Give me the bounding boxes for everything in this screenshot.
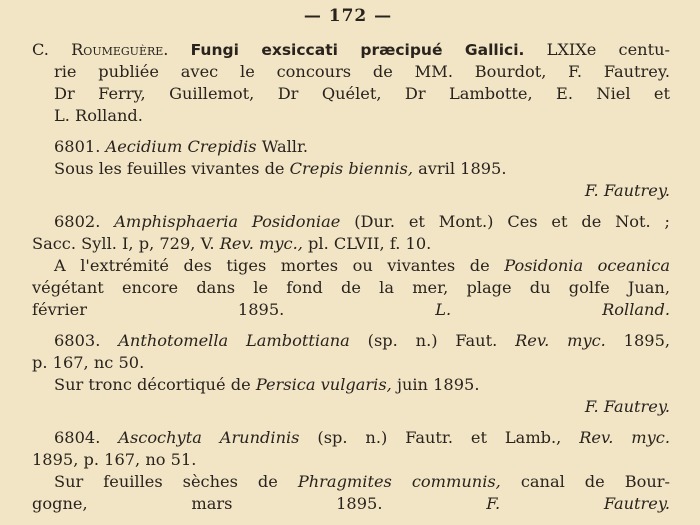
entry-title <box>32 427 670 449</box>
entry-description <box>32 374 670 396</box>
entry-description-2: végétant encore dans le fond de la mer, plage du golfe Juan, <box>32 278 670 297</box>
entry-description <box>32 255 670 277</box>
species-name: Anthotomella Lambottiana <box>118 331 350 350</box>
reference-text: Sacc. Syll. I, p, 729, V. <box>32 234 215 253</box>
host-name: Phragmites communis, <box>297 472 501 491</box>
description-text: Sous les feuilles vivantes de <box>54 159 285 178</box>
host-name: Persica vulgaris, <box>255 375 392 394</box>
species-authority: (Dur. et Mont.) Ces et de Not. ; <box>354 212 670 231</box>
entry-reference: p. 167, nc 50. <box>32 353 145 372</box>
entry-number: 6801. <box>54 137 101 156</box>
entry-number: 6802. <box>54 212 101 231</box>
description-location: canal de Bour- <box>520 472 670 491</box>
reference-journal: Rev. myc., <box>219 234 303 253</box>
entry-6804 <box>32 427 670 515</box>
collection-header <box>32 39 670 127</box>
entry-date-collector <box>32 299 670 321</box>
description-date: février 1895. <box>32 300 285 319</box>
reference-plate: pl. CLVII, f. 10. <box>308 234 432 253</box>
entry-6802 <box>32 211 670 321</box>
entry-collector <box>32 180 670 202</box>
collector-name: F. Fautrey. <box>486 494 670 513</box>
entry-6801 <box>32 136 670 202</box>
species-authority: Wallr. <box>261 137 309 156</box>
description-date: avril 1895. <box>418 159 507 178</box>
species-name: Amphisphaeria Posidoniae <box>114 212 341 231</box>
species-authority: (sp. n.) Fautr. et Lamb., <box>317 428 562 447</box>
species-name: Ascochyta Arundinis <box>118 428 300 447</box>
reference-journal: Rev. myc. <box>579 428 670 447</box>
header-century: LXIXe centu- <box>546 40 670 59</box>
entry-number: 6804. <box>54 428 101 447</box>
header-line-3: Dr Ferry, Guillemot, Dr Quélet, Dr Lambotte, E. Niel et <box>54 84 670 103</box>
entry-number: 6803. <box>54 331 101 350</box>
collector-name: F. Fautrey. <box>584 181 670 200</box>
entry-reference: 1895, p. 167, no 51. <box>32 450 197 469</box>
host-name: Posidonia oceanica <box>504 256 670 275</box>
collector-name: F. Fautrey. <box>584 397 670 416</box>
page-number: — 172 — <box>303 6 393 26</box>
header-line-4: L. Rolland. <box>54 106 143 125</box>
description-date: juin 1895. <box>396 375 480 394</box>
entry-description <box>32 158 670 180</box>
entry-title <box>32 211 670 233</box>
entry-collector <box>32 396 670 418</box>
species-authority: (sp. n.) Faut. <box>367 331 498 350</box>
reference-year: 1895, <box>623 331 670 350</box>
entry-6803 <box>32 330 670 418</box>
entry-reference <box>32 233 670 255</box>
reference-journal: Rev. myc. <box>515 331 606 350</box>
entry-description <box>32 471 670 493</box>
header-title: Fungi exsiccati præcipué Gallici. <box>190 41 525 59</box>
description-text: Sur tronc décortiqué de <box>54 375 251 394</box>
species-name: Aecidium Crepidis <box>105 137 257 156</box>
description-text: A l'extrémité des tiges mortes ou vivantes de <box>54 256 490 275</box>
description-date: gogne, mars 1895. <box>32 494 383 513</box>
host-name: Crepis biennis, <box>289 159 413 178</box>
entry-date-collector <box>32 493 670 515</box>
entry-title <box>32 136 670 158</box>
description-text: Sur feuilles sèches de <box>54 472 278 491</box>
header-line-1 <box>32 39 670 61</box>
collector-name: L. Rolland. <box>435 300 670 319</box>
entry-title <box>32 330 670 352</box>
header-line-2: rie publiée avec le concours de MM. Bourdot, F. Fautrey. <box>54 62 670 81</box>
header-author: C. Roumeguère. <box>32 40 169 59</box>
